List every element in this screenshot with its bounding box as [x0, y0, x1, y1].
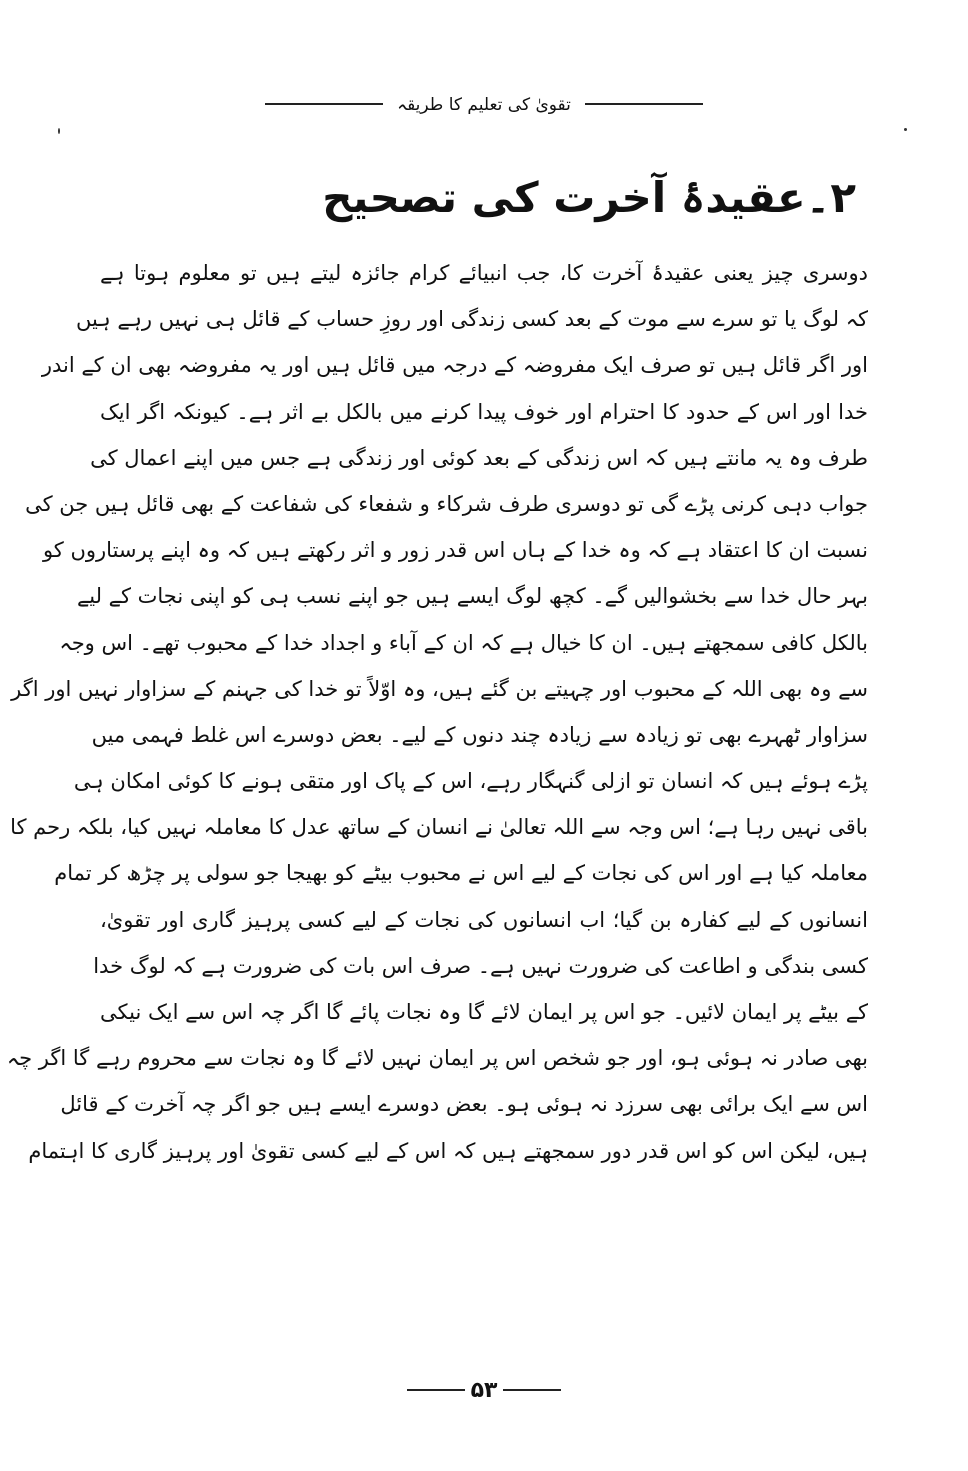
page-number: ۵۳: [470, 1377, 498, 1403]
scan-speck: [58, 128, 60, 134]
scan-speck: [904, 128, 907, 131]
body-line: باقی نہیں رہا ہے؛ اس وجہ سے اللہ تعالیٰ نے انسان کے ساتھ عدل کا معاملہ نہیں کیا، بلکہ رحم کا: [10, 815, 868, 840]
body-line: اور اگر قائل ہیں تو صرف ایک مفروضہ کے درجہ میں قائل ہیں اور یہ مفروضہ بھی ان کے اندر: [41, 353, 868, 378]
body-line: دوسری چیز یعنی عقیدۂ آخرت کا، جب انبیائے کرام جائزہ لیتے ہیں تو معلوم ہوتا ہے: [100, 261, 868, 285]
body-line: معاملہ کیا ہے اور اس کی نجات کے لیے اس نے محبوب بیٹے کو بھیجا جو سولی پر چڑھ کر تمام: [54, 861, 868, 886]
footer-rule-left: [407, 1389, 465, 1391]
footer-rule-right: [503, 1389, 561, 1391]
body-line: بھی صادر نہ ہوئی ہو، اور جو شخص اس پر ایمان نہیں لائے گا وہ نجات سے محروم رہے گا اگر چہ: [6, 1046, 868, 1071]
section-heading: ۲۔عقیدۂ آخرت کی تصحیح: [322, 173, 856, 222]
body-line: اس سے ایک برائی بھی سرزد نہ ہوئی ہو۔ بعض دوسرے ایسے ہیں جو اگر چہ آخرت کے قائل: [60, 1092, 868, 1117]
body-line: ہیں، لیکن اس کو اس قدر دور سمجھتے ہیں کہ اس کے لیے کسی تقویٰ اور پرہیز گاری کا اہتمام: [28, 1138, 868, 1163]
body-line: جواب دہی کرنی پڑے گی تو دوسری طرف شرکاء و شفعاء کی شفاعت کے بھی قائل ہیں جن کی: [25, 491, 868, 516]
body-line: کہ لوگ یا تو سرے سے موت کے بعد کسی زندگی اور روزِ حساب کے قائل ہی نہیں رہے ہیں: [76, 307, 868, 332]
page-footer: [0, 1372, 968, 1408]
body-text: [6, 250, 868, 1360]
body-line: سے وہ بھی اللہ کے محبوب اور چہیتے بن گئے ہیں، وہ اوّلاً تو خدا کی جہنم کے سزاوار نہیں اور اگر: [11, 676, 868, 701]
body-line: خدا اور اس کے حدود کا احترام اور خوف پیدا کرنے میں بالکل بے اثر ہے۔ کیونکہ اگر ایک: [100, 399, 868, 424]
body-line: کے بیٹے پر ایمان لائیں۔ جو اس پر ایمان لائے گا وہ نجات پائے گا اگر چہ اس سے ایک نیکی: [100, 1000, 868, 1024]
header-rule-left: [265, 103, 383, 105]
header-rule-right: [585, 103, 703, 105]
body-line: کسی بندگی و اطاعت کی ضرورت نہیں ہے۔ صرف اس بات کی ضرورت ہے کہ لوگ خدا: [93, 953, 868, 978]
body-line: سزاوار ٹھہرے بھی تو زیادہ سے زیادہ چند دنوں کے لیے۔ بعض دوسرے اس غلط فہمی میں: [91, 722, 868, 747]
running-header: [0, 86, 968, 122]
body-line: نسبت ان کا اعتقاد ہے کہ وہ خدا کے ہاں اس قدر زور و اثر رکھتے ہیں کہ وہ اپنے پرستاروں کو: [42, 538, 868, 563]
body-line: پڑے ہوئے ہیں کہ انسان تو ازلی گنہگار رہے، اس کے پاک اور متقی ہونے کا کوئی امکان ہی: [73, 769, 868, 794]
body-line: طرف وہ یہ مانتے ہیں کہ اس زندگی کے بعد کوئی اور زندگی ہے جس میں اپنے اعمال کی: [90, 445, 868, 470]
body-line: انسانوں کے لیے کفارہ بن گیا؛ اب انسانوں کی نجات کے لیے کسی پرہیز گاری اور تقویٰ،: [100, 907, 868, 932]
body-line: بہر حال خدا سے بخشوالیں گے۔ کچھ لوگ ایسے ہیں جو اپنے نسب ہی کو اپنی نجات کے لیے: [76, 584, 868, 609]
running-title: تقویٰ کی تعلیم کا طریقہ: [397, 94, 571, 115]
body-line: بالکل کافی سمجھتے ہیں۔ ان کا خیال ہے کہ ان کے آباء و اجداد خدا کے محبوب تھے۔ اس وجہ: [59, 630, 868, 655]
